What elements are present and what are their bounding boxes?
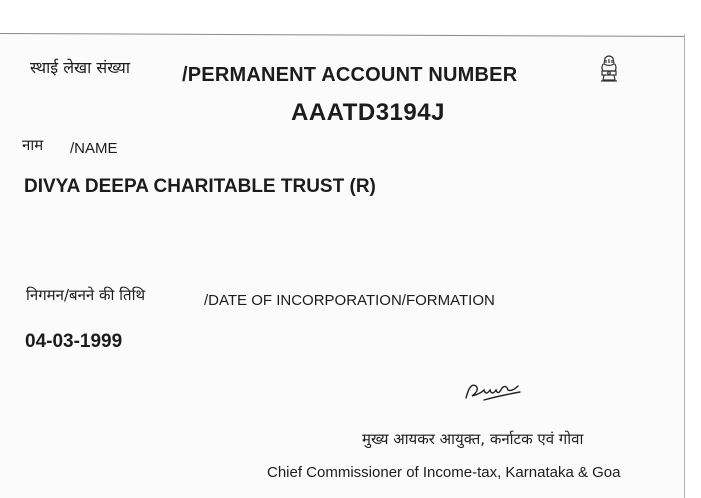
name-label: /NAME — [70, 140, 118, 157]
hindi-pan-label: स्थाई लेखा संख्या — [30, 58, 130, 77]
signature-icon — [462, 376, 526, 406]
scan-margin-right — [685, 34, 701, 498]
date-label: /DATE OF INCORPORATION/FORMATION — [204, 292, 495, 309]
name-value: DIVYA DEEPA CHARITABLE TRUST (R) — [24, 176, 376, 197]
pan-label: /PERMANENT ACCOUNT NUMBER — [182, 64, 518, 86]
national-emblem-icon — [597, 54, 621, 86]
pan-number: AAATD3194J — [291, 99, 445, 126]
authority: Chief Commissioner of Income-tax, Karnataka & Goa — [267, 464, 621, 481]
date-value: 04-03-1999 — [25, 331, 123, 352]
scan-margin-top — [0, 0, 701, 34]
hindi-authority: मुख्य आयकर आयुक्त, कर्नाटक एवं गोवा — [362, 430, 584, 448]
card-right-edge — [684, 34, 685, 498]
hindi-name-label: नाम — [22, 136, 44, 154]
hindi-date-label: निगमन/बनने की तिथि — [26, 286, 146, 304]
